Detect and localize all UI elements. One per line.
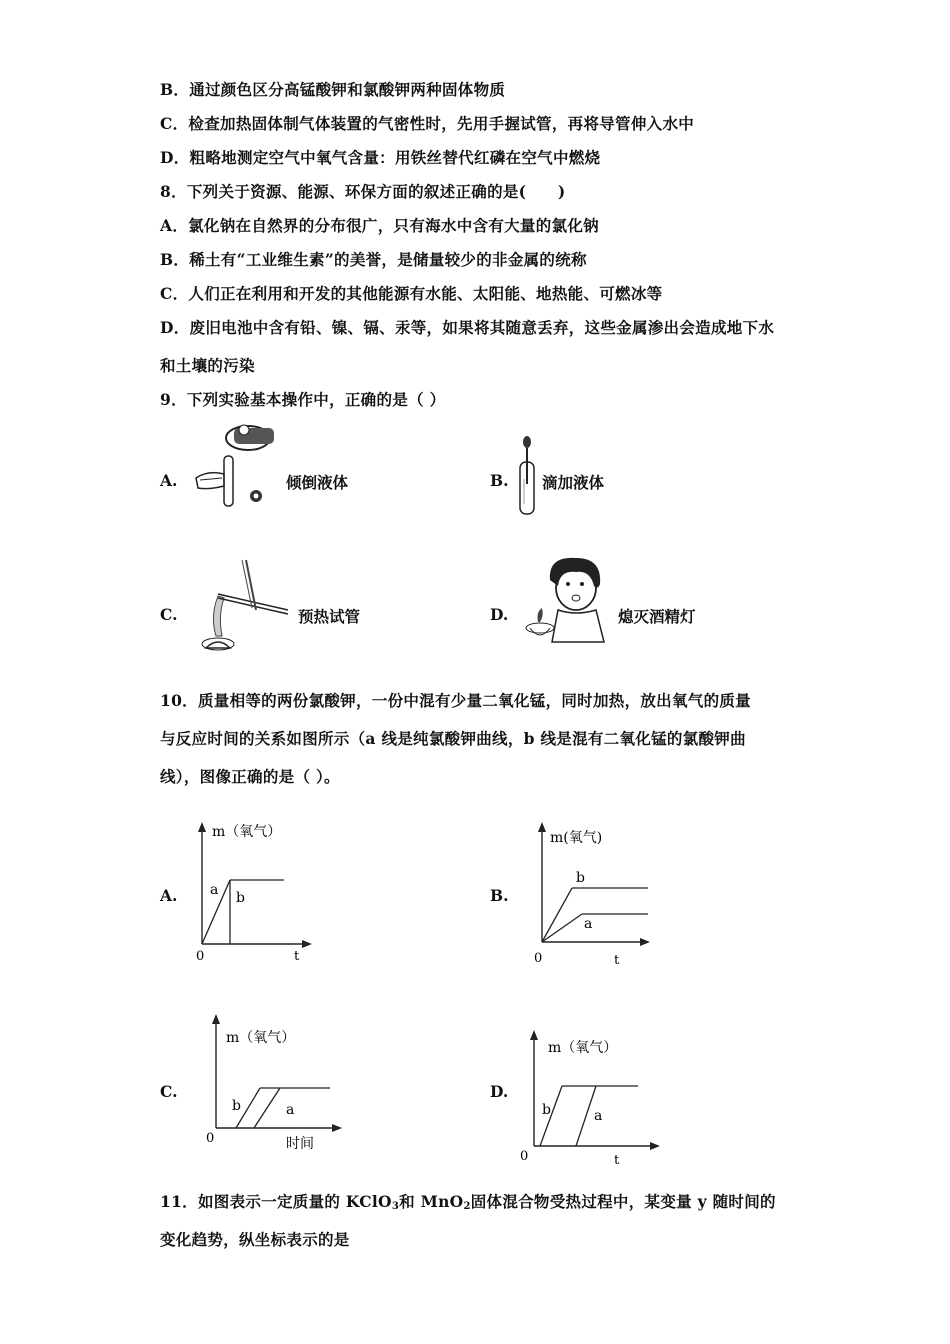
x-arrow — [640, 938, 650, 946]
q10-graph-d-letter: D. — [490, 1082, 509, 1101]
curve-a-rise — [254, 1088, 280, 1128]
q9-option-a-letter: A. — [160, 471, 178, 490]
q7-option-d: D．粗略地测定空气中氧气含量：用铁丝替代红磷在空气中燃烧 — [160, 148, 601, 167]
q10-stem-line1: 10．质量相等的两份氯酸钾，一份中混有少量二氧化锰，同时加热，放出氧气的质量 — [160, 691, 751, 710]
x-arrow — [332, 1124, 342, 1132]
label-b: b — [576, 870, 585, 886]
label-a: a — [210, 882, 219, 898]
curve-a-rise — [542, 914, 582, 942]
origin-label: 0 — [520, 1149, 529, 1164]
q11-stem-line2: 变化趋势，纵坐标表示的是 — [160, 1230, 350, 1249]
q8-option-b: B．稀土有“工业维生素”的美誉，是储量较少的非金属的统称 — [160, 250, 587, 269]
curve-a-rise — [576, 1086, 596, 1146]
label-a: a — [286, 1102, 295, 1118]
q9-option-d-letter: D. — [490, 605, 509, 624]
y-label: m（氧气） — [212, 824, 282, 840]
y-arrow — [198, 822, 206, 832]
origin-label: 0 — [206, 1131, 215, 1146]
q10-graph-a-letter: A. — [160, 886, 178, 905]
x-label: t — [614, 953, 620, 968]
q8-option-c: C．人们正在利用和开发的其他能源有水能、太阳能、地热能、可燃冰等 — [160, 284, 663, 303]
q9-option-a-caption: 倾倒液体 — [286, 473, 349, 492]
label-b: b — [232, 1098, 241, 1114]
q10-graph-b — [528, 818, 658, 968]
extinguishing-lamp-illustration — [518, 550, 614, 646]
q9-option-c-letter: C. — [160, 605, 178, 624]
q8-option-d: D．废旧电池中含有铅、镍、镉、汞等，如果将其随意丢弃，这些金属渗出会造成地下水 — [160, 318, 775, 337]
y-label: m（氧气） — [226, 1030, 296, 1046]
y-label: m（氧气） — [548, 1040, 618, 1056]
q9-option-d-caption: 熄灭酒精灯 — [618, 607, 696, 626]
q7-option-b: B．通过颜色区分高锰酸钾和氯酸钾两种固体物质 — [160, 80, 506, 99]
origin-label: 0 — [534, 951, 543, 966]
q10-graph-c — [200, 1010, 350, 1160]
curve-b-rise — [542, 888, 572, 942]
q7-option-c: C．检查加热固体制气体装置的气密性时，先用手握试管，再将导管伸入水中 — [160, 114, 695, 133]
label-a: a — [584, 916, 593, 932]
q9-stem: 9．下列实验基本操作中，正确的是（ ） — [160, 390, 446, 409]
q10-graph-c-letter: C. — [160, 1082, 178, 1101]
label-b: b — [236, 890, 245, 906]
dropper-illustration — [514, 434, 540, 518]
q10-graph-d — [518, 1024, 668, 1170]
q10-graph-a — [190, 818, 320, 968]
y-arrow — [530, 1030, 538, 1040]
x-arrow — [650, 1142, 660, 1150]
x-label: t — [294, 949, 300, 964]
q9-option-b-letter: B. — [490, 471, 509, 490]
q9-option-c-caption: 预热试管 — [298, 607, 361, 626]
q8-stem: 8．下列关于资源、能源、环保方面的叙述正确的是( ) — [160, 182, 566, 201]
q9-option-b-caption: 滴加液体 — [542, 473, 605, 492]
y-arrow — [212, 1014, 220, 1024]
x-label: t — [614, 1153, 620, 1168]
y-arrow — [538, 822, 546, 832]
q8-option-d-cont: 和土壤的污染 — [160, 356, 255, 375]
label-a: a — [594, 1108, 603, 1124]
x-label: 时间 — [286, 1136, 314, 1152]
q11-stem-line1: 11．如图表示一定质量的 KClO$_3$和 MnO$_2$固体混合物受热过程中，某变量 y 随时间的 — [160, 1192, 776, 1212]
q10-graph-b-letter: B. — [490, 886, 509, 905]
x-arrow — [302, 940, 312, 948]
origin-label: 0 — [196, 949, 205, 964]
q8-option-a: A．氯化钠在自然界的分布很广，只有海水中含有大量的氯化钠 — [160, 216, 599, 235]
label-b: b — [542, 1102, 551, 1118]
y-label: m(氧气) — [550, 830, 603, 846]
q10-stem-line2: 与反应时间的关系如图所示（a 线是纯氯酸钾曲线，b 线是混有二氧化锰的氯酸钾曲 — [160, 729, 746, 748]
pouring-liquid-illustration — [186, 418, 286, 514]
preheating-test-tube-illustration — [188, 556, 294, 656]
q10-stem-line3: 线），图像正确的是（ ）。 — [160, 767, 340, 786]
